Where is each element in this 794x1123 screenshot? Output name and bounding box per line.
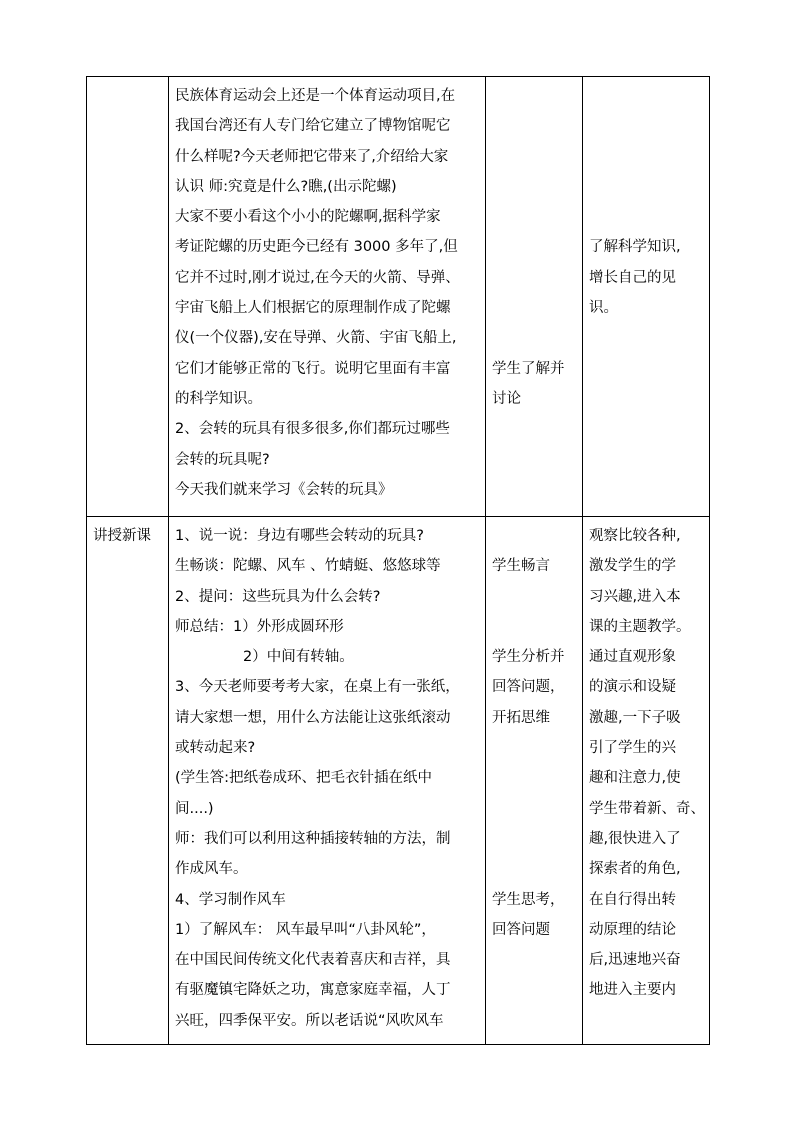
content-line: 作成风车。 xyxy=(175,861,248,878)
content-line: 师：我们可以利用这种插接转轴的方法，制 xyxy=(175,830,451,847)
intent-line: 了解科学知识, xyxy=(589,239,681,256)
section-cell xyxy=(87,77,169,517)
student-line: 学生分析并 xyxy=(492,649,565,666)
intent-line: 习兴趣,进入本 xyxy=(589,588,681,605)
student-line: 开拓思维 xyxy=(492,709,550,726)
content-line: 师总结：1）外形成圆环形 xyxy=(175,618,344,635)
intent-line: 增长自己的见 xyxy=(589,269,676,286)
content-line: 民族体育运动会上还是一个体育运动项目,在 xyxy=(175,88,456,104)
student-line: 回答问题 xyxy=(492,921,550,938)
table-row xyxy=(87,517,710,1045)
content-line: 它们才能够正常的飞行。说明它里面有丰富 xyxy=(175,360,451,377)
content-line: 4、学习制作风车 xyxy=(175,891,286,908)
content-line: 的科学知识。 xyxy=(175,390,262,407)
design-intent-cell xyxy=(583,77,710,517)
content-line: 在中国民间传统文化代表着喜庆和吉祥，具 xyxy=(175,952,451,969)
intent-line: 趣,很快进入了 xyxy=(589,830,681,847)
intent-line: 通过直观形象 xyxy=(589,649,676,666)
content-line: 或转动起来? xyxy=(175,740,256,757)
intent-line: 在自行得出转 xyxy=(589,891,676,908)
content-line: 什么样呢?今天老师把它带来了,介绍给大家 xyxy=(175,148,449,165)
content-line: 请大家想一想，用什么方法能让这张纸滚动 xyxy=(175,709,451,726)
student-line: 学生思考， xyxy=(492,891,565,908)
content-line: 1）了解风车： 风车最早叫“八卦风轮”， xyxy=(175,921,436,938)
section-cell xyxy=(87,517,169,1045)
content-line: 宇宙飞船上人们根据它的原理制作成了陀螺 xyxy=(175,300,451,317)
content-line: (学生答:把纸卷成环、把毛衣针插在纸中 xyxy=(175,770,433,787)
content-line: 兴旺，四季保平安。所以老话说“风吹风车 xyxy=(175,1012,444,1029)
table-row xyxy=(87,77,710,517)
content-line: 会转的玩具呢? xyxy=(175,451,270,468)
intent-line: 动原理的结论 xyxy=(589,921,676,938)
content-line: 我国台湾还有人专门给它建立了博物馆呢它 xyxy=(175,118,451,135)
student-line: 讨论 xyxy=(492,390,521,407)
intent-line: 激发学生的学 xyxy=(589,558,676,575)
lesson-plan-table xyxy=(86,76,710,1045)
content-line: 今天我们就来学习《会转的玩具》 xyxy=(175,481,393,498)
student-line: 回答问题， xyxy=(492,679,565,696)
intent-line: 引了学生的兴 xyxy=(589,740,676,757)
content-line: 间....) xyxy=(175,800,214,817)
content-line: 2、提问：这些玩具为什么会转? xyxy=(175,588,381,605)
content-line: 3、今天老师要考考大家，在桌上有一张纸， xyxy=(175,679,460,696)
content-line: 有驱魔镇宅降妖之功，寓意家庭幸福，人丁 xyxy=(175,982,451,999)
content-line: 考证陀螺的历史距今已经有 3000 多年了,但 xyxy=(175,239,458,256)
content-line: 大家不要小看这个小小的陀螺啊,据科学家 xyxy=(175,209,441,226)
intent-line: 探索者的角色, xyxy=(589,861,681,878)
content-line: 认识 师:究竟是什么?瞧,(出示陀螺) xyxy=(175,178,397,195)
intent-line: 识。 xyxy=(589,300,618,317)
student-activity-cell xyxy=(486,77,583,517)
student-activity-cell xyxy=(486,517,583,1045)
content-line: 1、说一说：身边有哪些会转动的玩具? xyxy=(175,528,424,544)
intent-line: 的演示和设疑 xyxy=(589,679,676,696)
intent-line: 课的主题教学。 xyxy=(589,618,691,635)
teaching-content-cell xyxy=(169,77,486,517)
student-line: 学生了解并 xyxy=(492,360,565,377)
section-label: 讲授新课 xyxy=(93,528,151,544)
intent-line: 激趣,一下子吸 xyxy=(589,709,681,726)
intent-line: 趣和注意力,使 xyxy=(589,770,681,787)
intent-line: 地进入主要内 xyxy=(589,982,676,999)
intent-line: 后,迅速地兴奋 xyxy=(589,952,681,969)
intent-line: 观察比较各种, xyxy=(589,528,681,544)
content-line: 2）中间有转轴。 xyxy=(243,649,354,666)
teaching-content-cell xyxy=(169,517,486,1045)
content-line: 它并不过时,刚才说过,在今天的火箭、导弹、 xyxy=(175,269,460,286)
content-line: 生畅谈：陀螺、风车 、竹蜻蜓、悠悠球等 xyxy=(175,558,441,575)
intent-line: 学生带着新、奇、 xyxy=(589,800,705,817)
design-intent-cell xyxy=(583,517,710,1045)
student-line: 学生畅言 xyxy=(492,558,550,575)
content-line: 2、会转的玩具有很多很多,你们都玩过哪些 xyxy=(175,421,450,438)
content-line: 仪(一个仪器),安在导弹、火箭、宇宙飞船上, xyxy=(175,330,457,347)
